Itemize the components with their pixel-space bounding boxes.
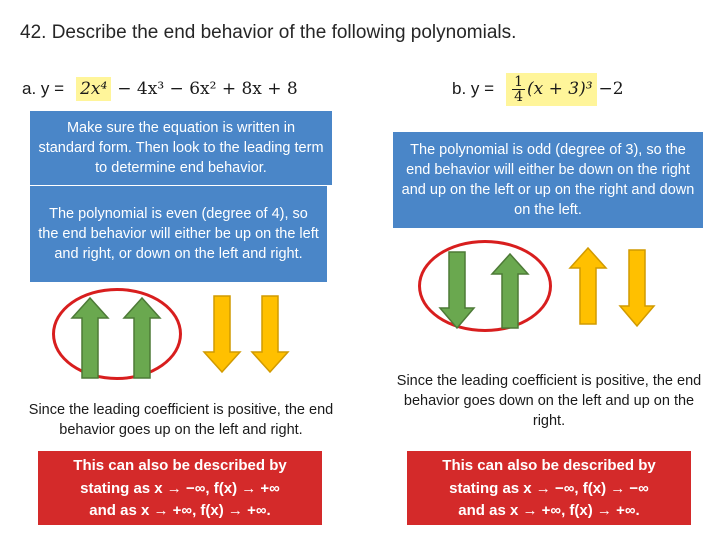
highlight-circle: [418, 240, 552, 332]
up-arrow-icon: [492, 254, 528, 328]
equation-a-label: a. y =: [22, 79, 65, 98]
down-arrow-icon: [204, 296, 240, 372]
up-arrow-icon: [124, 298, 160, 378]
standard-form-note: Make sure the equation is written in standard form. Then look to the leading term to determine end behavior.: [30, 111, 332, 185]
equation-a-rest: − 4x³ − 6x² + 8x + 8: [117, 79, 298, 99]
even-degree-note: The polynomial is even (degree of 4), so the end behavior will either be up on the left and right, or down on the left and right.: [30, 186, 327, 282]
equation-b: [452, 72, 624, 106]
down-arrow-icon: [440, 252, 474, 328]
conclusion-b: Since the leading coefficient is positive, the end behavior goes down on the left and up on the right.: [396, 373, 702, 429]
conclusion-a: Since the leading coefficient is positive, the end behavior goes up on the left and right.: [28, 402, 334, 438]
equation-b-label: b. y =: [452, 79, 495, 98]
down-arrow-icon: [620, 250, 654, 326]
leading-part-b: $\frac{1}{4}$ (x + 3)³: [506, 73, 596, 106]
limit-notation-a: This can also be described by stating as x → −∞, f(x) → +∞ and as x → +∞, f(x) → +∞.: [38, 451, 322, 525]
odd-degree-note: The polynomial is odd (degree of 3), so the end behavior will either be down on the right and up on the left or up on the right and down on the left.: [393, 132, 703, 228]
down-arrow-icon: [252, 296, 288, 372]
up-arrow-icon: [72, 298, 108, 378]
fraction-one-quarter: $\frac{1}{4}$: [514, 73, 523, 105]
up-arrow-icon: [570, 248, 606, 324]
leading-term-a: 2x⁴: [76, 77, 111, 101]
equation-a: [22, 72, 298, 106]
limit-notation-b: This can also be described by stating as x → −∞, f(x) → −∞ and as x → +∞, f(x) → +∞.: [407, 451, 691, 525]
equation-b-tail: −2: [598, 79, 624, 99]
page-title: 42. Describe the end behavior of the following polynomials.: [20, 22, 517, 43]
